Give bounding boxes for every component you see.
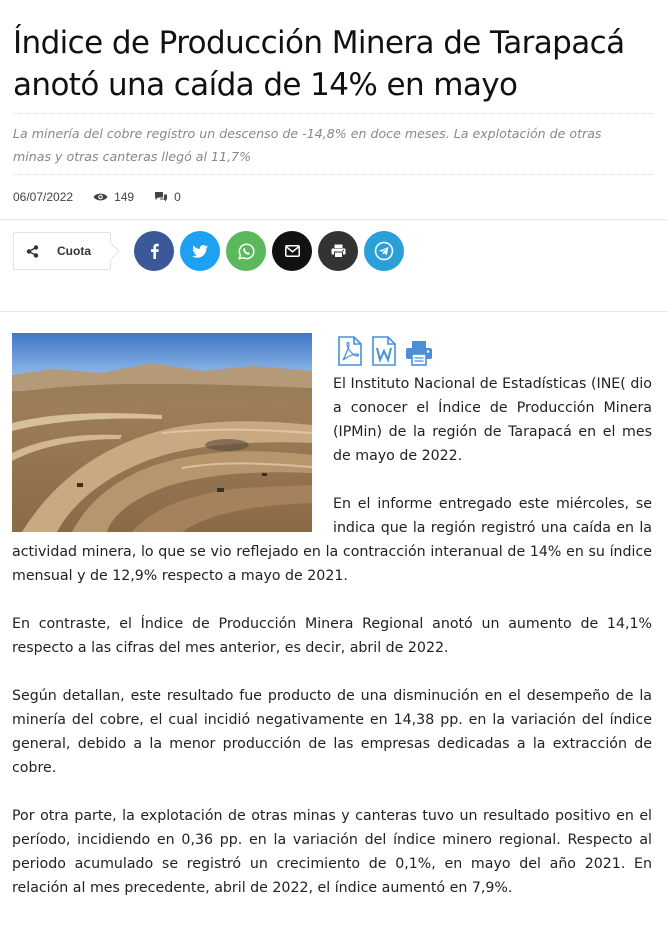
share-button[interactable] (13, 232, 111, 270)
view-count (93, 190, 134, 204)
eye-icon (93, 192, 108, 202)
word-icon[interactable] (371, 336, 397, 366)
paragraph: En contraste, el Índice de Producción Minera Regional anotó un aumento de 14,1% respecto a las cifras del mes anterior, es decir, abril de 2022. (12, 616, 652, 656)
divider (13, 174, 653, 175)
publish-date (13, 190, 73, 204)
email-share-button[interactable] (272, 231, 312, 271)
paragraph: Según detallan, este resultado fue producto de una disminución en el desempeño de la minería del cobre, el cual incidió negativamente en 14,38 pp. en la variación del índice general, debido a la menor producción de las empresas dedicadas a la extracción de cobre. (12, 688, 652, 776)
pdf-icon[interactable] (337, 336, 363, 366)
whatsapp-share-button[interactable] (226, 231, 266, 271)
share-icon (26, 245, 39, 258)
document-tools (337, 336, 433, 366)
paragraph: En el informe entregado este miércoles, se indica que la región registró una caída en la actividad minera, lo que se vio reflejado en la contracción interanual de 14% en su índice mensual y de 12,9% respecto a mayo de 2021. (12, 496, 652, 584)
print-icon[interactable] (405, 340, 433, 366)
date-text: 06/07/2022 (13, 190, 74, 204)
article-title: Índice de Producción Minera de Tarapacá anotó una caída de 14% en mayo (13, 25, 625, 103)
comments-text: 0 (174, 190, 181, 204)
article-meta (13, 188, 201, 206)
facebook-icon (150, 243, 159, 259)
envelope-icon (285, 245, 300, 257)
printer-icon (331, 244, 346, 258)
article-subtitle: La minería del cobre registro un descenso de -14,8% en doce meses. La explotación de otras minas y otras canteras llegó al 11,7% (13, 126, 602, 164)
divider (0, 219, 667, 220)
paragraph: El Instituto Nacional de Estadísticas (INE( dio a conocer el Índice de Producción Minera (IPMin) de la región de Tarapacá en el mes de mayo de 2022. (333, 376, 652, 464)
twitter-share-button[interactable] (180, 231, 220, 271)
twitter-icon (192, 245, 208, 258)
paragraph: Por otra parte, la explotación de otras minas y canteras tuvo un resultado positivo en el período, incidiendo en 0,36 pp. en la variación del índice minero regional. Respecto al periodo acumulado se registró un crecimiento de 0,1%, en mayo del año 2021. En relación al mes precedente, abril de 2022, el índice aumentó en 7,9%. (12, 808, 652, 896)
divider (13, 113, 653, 114)
article-body (12, 372, 652, 924)
facebook-share-button[interactable] (134, 231, 174, 271)
telegram-icon (374, 241, 394, 261)
whatsapp-icon (238, 243, 255, 260)
comments-icon (154, 191, 168, 203)
share-label: Cuota (57, 244, 91, 258)
print-share-button[interactable] (318, 231, 358, 271)
comment-count[interactable] (154, 190, 181, 204)
telegram-share-button[interactable] (364, 231, 404, 271)
divider (0, 311, 667, 312)
views-text: 149 (114, 190, 135, 204)
